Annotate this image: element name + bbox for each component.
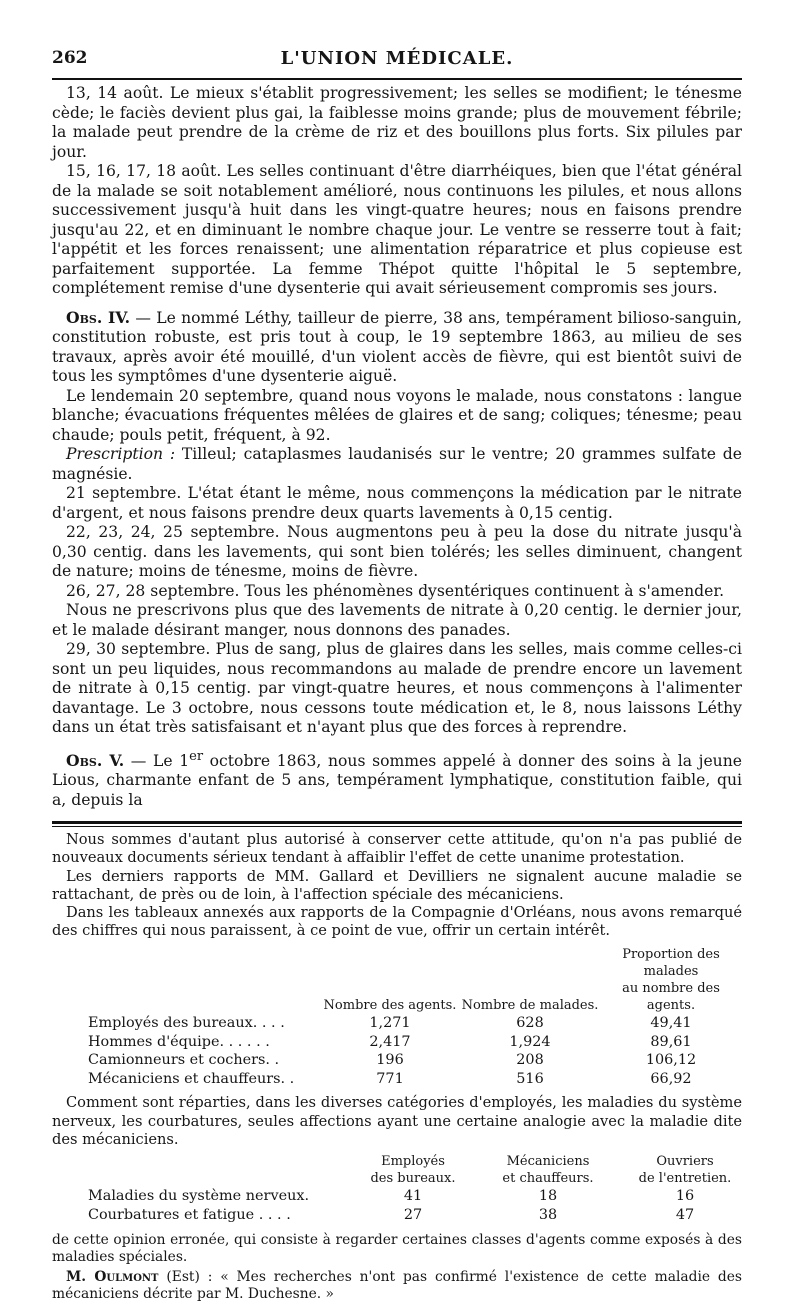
footnote-paragraph: de cette opinion erronée, qui consiste à regarder certaines classes d'agents comme exposés à des maladies spéciales. xyxy=(52,1232,742,1265)
table-row: Hommes d'équipe. . . . . . 2,417 1,924 89,61 xyxy=(88,1033,692,1050)
table-row: Mécaniciens et chauffeurs. . 771 516 66,92 xyxy=(88,1070,692,1087)
diseases-table xyxy=(52,1153,742,1224)
footnote-rule xyxy=(52,821,742,824)
observation-label: Obs. V. xyxy=(66,750,125,770)
journal-page xyxy=(52,48,742,1302)
footnote-paragraph: Les derniers rapports de MM. Gallard et Devilliers ne signalent aucune maladie se rattachant, de près ou de loin, à l'affection spéciale des mécaniciens. xyxy=(52,867,742,903)
paragraph: Nous ne prescrivons plus que des lavements de nitrate à 0,20 centig. le dernier jour, et le malade désirant manger, nous donnons des panades. xyxy=(52,601,742,639)
paragraph: 15, 16, 17, 18 août. Les selles continuant d'être diarrhéiques, bien que l'état général de la malade se soit notablement amélioré, nous continuons les pilules, et nous allons successivement jusqu'à huit dans les vingt-quatre heures; nous en faisons prendre jusqu'au 22, et en diminuant le nombre chaque jour. Le ventre se resserre tout à fait; l'appétit et les forces renaissent; une alimentation réparatrice et plus copieuse est parfaitement supportée. La femme Thépot quitte l'hôpital le 5 septembre, complétement remise d'une dysenterie qui avait sérieusement compromis ses jours. xyxy=(52,162,742,297)
agents-table xyxy=(52,946,742,1088)
footnote-quote xyxy=(52,1269,742,1302)
table-header-row xyxy=(52,1153,742,1187)
column-header: Proportion des malades au nombre des agents. xyxy=(622,947,720,1014)
column-header: Mécaniciens et chauffeurs. xyxy=(502,1154,594,1187)
observation-text: — Le 1 xyxy=(124,751,190,770)
paragraph: 21 septembre. L'état étant le même, nous commençons la médication par le nitrate d'argent, et nous faisons prendre deux quarts lavements à 0,15 centig. xyxy=(52,484,742,522)
column-header: Nombre de malades. xyxy=(461,998,599,1014)
observation-label: Obs. IV. xyxy=(66,307,131,327)
footnote-paragraph: Nous sommes d'autant plus autorisé à conserver cette attitude, qu'on n'a pas publié de nouveaux documents sérieux tendant à affaiblir l'effet de cette unanime protestation. xyxy=(52,831,742,867)
main-text xyxy=(52,84,742,810)
paragraph: 22, 23, 24, 25 septembre. Nous augmentons peu à peu la dose du nitrate jusqu'à 0,30 centig. dans les lavements, qui sont bien tolérés; les selles diminuent, changent de nature; moins de ténesme, moins de fièvre. xyxy=(52,523,742,580)
quote-author: M. Oulmont xyxy=(66,1269,159,1286)
column-header: Employés des bureaux. xyxy=(370,1154,456,1187)
quote-text: (Est) : « Mes recherches n'ont pas confirmé l'existence de cette maladie des mécaniciens décrite par M. Duchesne. » xyxy=(52,1269,742,1302)
superscript: er xyxy=(189,748,204,764)
running-title: L'UNION MÉDICALE. xyxy=(280,48,514,69)
paragraph: 13, 14 août. Le mieux s'établit progressivement; les selles se modifient; le ténesme cède; le faciès devient plus gai, la faiblesse moins grande; plus de mouvement fébrile; la malade peut prendre de la crème de riz et des bouillons plus forts. Six pilules par jour. xyxy=(52,84,742,161)
header-rule xyxy=(52,78,742,80)
table-row: Camionneurs et cochers. . 196 208 106,12 xyxy=(88,1052,697,1069)
observation-5 xyxy=(52,747,742,811)
footnote-paragraph: Dans les tableaux annexés aux rapports de la Compagnie d'Orléans, nous avons remarqué des chiffres qui nous paraissent, à ce point de vue, offrir un certain intérêt. xyxy=(52,904,742,940)
table-row: Maladies du système nerveux. 41 18 16 xyxy=(88,1188,695,1205)
prescription-label: Prescription : xyxy=(66,445,176,463)
footnote-rule-thin xyxy=(52,826,742,827)
column-header: Nombre des agents. xyxy=(323,998,457,1014)
page-header xyxy=(52,48,742,74)
footnote-section xyxy=(52,831,742,1302)
table-row: Employés des bureaux. . . . 1,271 628 49,41 xyxy=(88,1015,692,1032)
paragraph: 29, 30 septembre. Plus de sang, plus de glaires dans les selles, mais comme celles-ci sont un peu liquides, nous recommandons au malade de prendre encore un lavement de nitrate à 0,15 centig. par vingt-quatre heures, et nous commençons à l'alimenter davantage. Le 3 octobre, nous cessons toute médication et, le 8, nous laissons Léthy dans un état très satisfaisant et n'ayant plus que des forces à reprendre. xyxy=(52,640,742,736)
observation-4 xyxy=(52,308,742,387)
prescription xyxy=(52,445,742,484)
paragraph: Le lendemain 20 septembre, quand nous voyons le malade, nous constatons : langue blanche; évacuations fréquentes mêlées de glaires et de sang; coliques; ténesme; peau chaude; pouls petit, fréquent, à 92. xyxy=(52,386,742,444)
table-header-row xyxy=(52,946,742,1014)
page-number: 262 xyxy=(52,48,88,68)
footnote-paragraph: Comment sont réparties, dans les diverses catégories d'employés, les maladies du système nerveux, les courbatures, seules affections ayant une certaine analogie avec la maladie dite des mécaniciens. xyxy=(52,1094,742,1148)
paragraph: 26, 27, 28 septembre. Tous les phénomènes dysentériques continuent à s'amender. xyxy=(66,581,725,600)
table-row: Courbatures et fatigue . . . . 27 38 47 xyxy=(88,1206,695,1223)
prescription-text: Tilleul; cataplasmes laudanisés sur le ventre; 20 grammes sulfate de magnésie. xyxy=(52,445,742,483)
observation-text: — Le nommé Léthy, tailleur de pierre, 38 ans, tempérament bilioso-sanguin, constitution robuste, est pris tout à coup, le 19 septembre 1863, au milieu de ses travaux, après avoir été mouillé, d'un violent accès de fièvre, qui est bientôt suivi de tous les symptômes d'une dysenterie aiguë. xyxy=(52,308,742,385)
observation-text: octobre 1863, nous sommes appelé à donner des soins à la jeune Lious, charmante enfant de 5 ans, tempérament lymphatique, constitution faible, qui a, depuis la xyxy=(52,751,742,809)
column-header: Ouvriers de l'entretien. xyxy=(638,1154,732,1187)
